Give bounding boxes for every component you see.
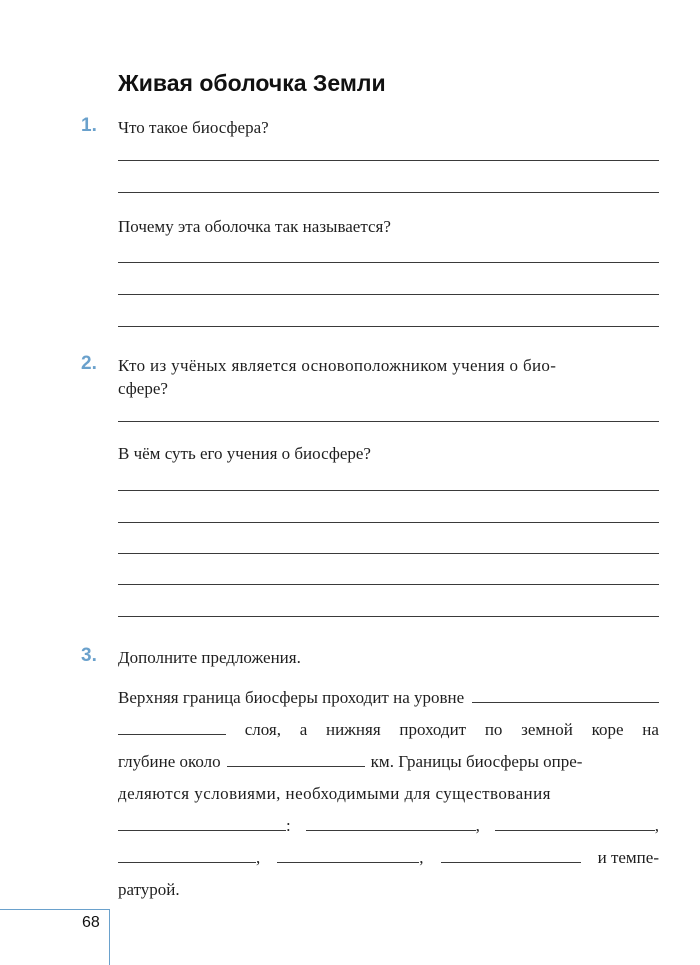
task-2-answer-line-4[interactable] [118,553,659,554]
fill-word: земной [521,720,573,739]
fill-text-1: Верхняя граница биосферы проходит на уровне [118,688,465,707]
fill-line-3 [118,746,659,778]
fill-word: по [484,720,503,739]
task-1-answer-line-4[interactable] [118,294,659,295]
task-3-number: 3. [81,645,97,666]
fill-blank-condition-2[interactable] [495,816,655,831]
fill-blank-layer-name[interactable] [118,720,226,735]
fill-line-5 [118,810,659,842]
fill-blank-condition-4[interactable] [277,848,419,863]
fill-comma: , [419,848,424,867]
task-2-answer-line-1[interactable] [118,421,659,422]
task-2-answer-line-2[interactable] [118,490,659,491]
task-1-question: Что такое биосфера? [118,118,269,137]
fill-word: слоя, [244,720,281,739]
fill-blank-upper-boundary-level[interactable] [472,688,659,703]
task-2-answer-line-3[interactable] [118,522,659,523]
fill-line-1 [118,682,659,714]
task-2-number: 2. [81,353,97,374]
fill-blank-lower-depth-km[interactable] [227,752,365,767]
task-1-answer-line-5[interactable] [118,326,659,327]
fill-text-3b: км. Границы биосферы опре- [370,752,583,771]
fill-blank-condition-3[interactable] [118,848,256,863]
task-2-answer-line-5[interactable] [118,584,659,585]
fill-comma: , [256,848,261,867]
task-2-question-line-2: сфере? [118,379,168,398]
fill-line-4 [118,778,659,810]
fill-line-7 [118,874,659,906]
task-2-question-text: Кто из учёных является основоположником учения о био- [118,356,557,375]
task-1-answer-line-3[interactable] [118,262,659,263]
task-1-answer-line-1[interactable] [118,160,659,161]
fill-text-6: ратурой. [118,880,180,899]
fill-blank-condition-group[interactable] [118,816,286,831]
fill-word: а [299,720,308,739]
fill-word: проходит [399,720,467,739]
task-1-answer-line-2[interactable] [118,192,659,193]
task-2-answer-line-6[interactable] [118,616,659,617]
fill-text-4: деляются условиями, необходимыми для существования [118,784,551,803]
fill-text-5-end: и темпе- [597,848,659,867]
page-number: 68 [82,914,100,931]
page-title: Живая оболочка Земли [118,70,386,96]
task-2-followup: В чём суть его учения о биосфере? [118,444,371,463]
fill-word: коре [591,720,624,739]
fill-word: нижняя [325,720,381,739]
fill-blank-condition-5[interactable] [441,848,581,863]
footer-divider [109,909,110,965]
fill-line-2 [118,714,659,746]
task-3-instruction: Дополните предложения. [118,648,301,667]
task-1-followup: Почему эта оболочка так называется? [118,217,391,236]
fill-comma: , [475,816,480,835]
task-1-number: 1. [81,115,97,136]
fill-word: на [642,720,659,739]
task-2-question-line-1 [118,355,659,377]
fill-colon: : [286,816,291,835]
fill-text-3a: глубине около [118,752,221,771]
fill-blank-condition-1[interactable] [306,816,476,831]
fill-line-6 [118,842,659,874]
fill-comma: , [654,816,659,835]
task-3-fill-paragraph [118,682,659,906]
footer-rule [0,909,110,910]
